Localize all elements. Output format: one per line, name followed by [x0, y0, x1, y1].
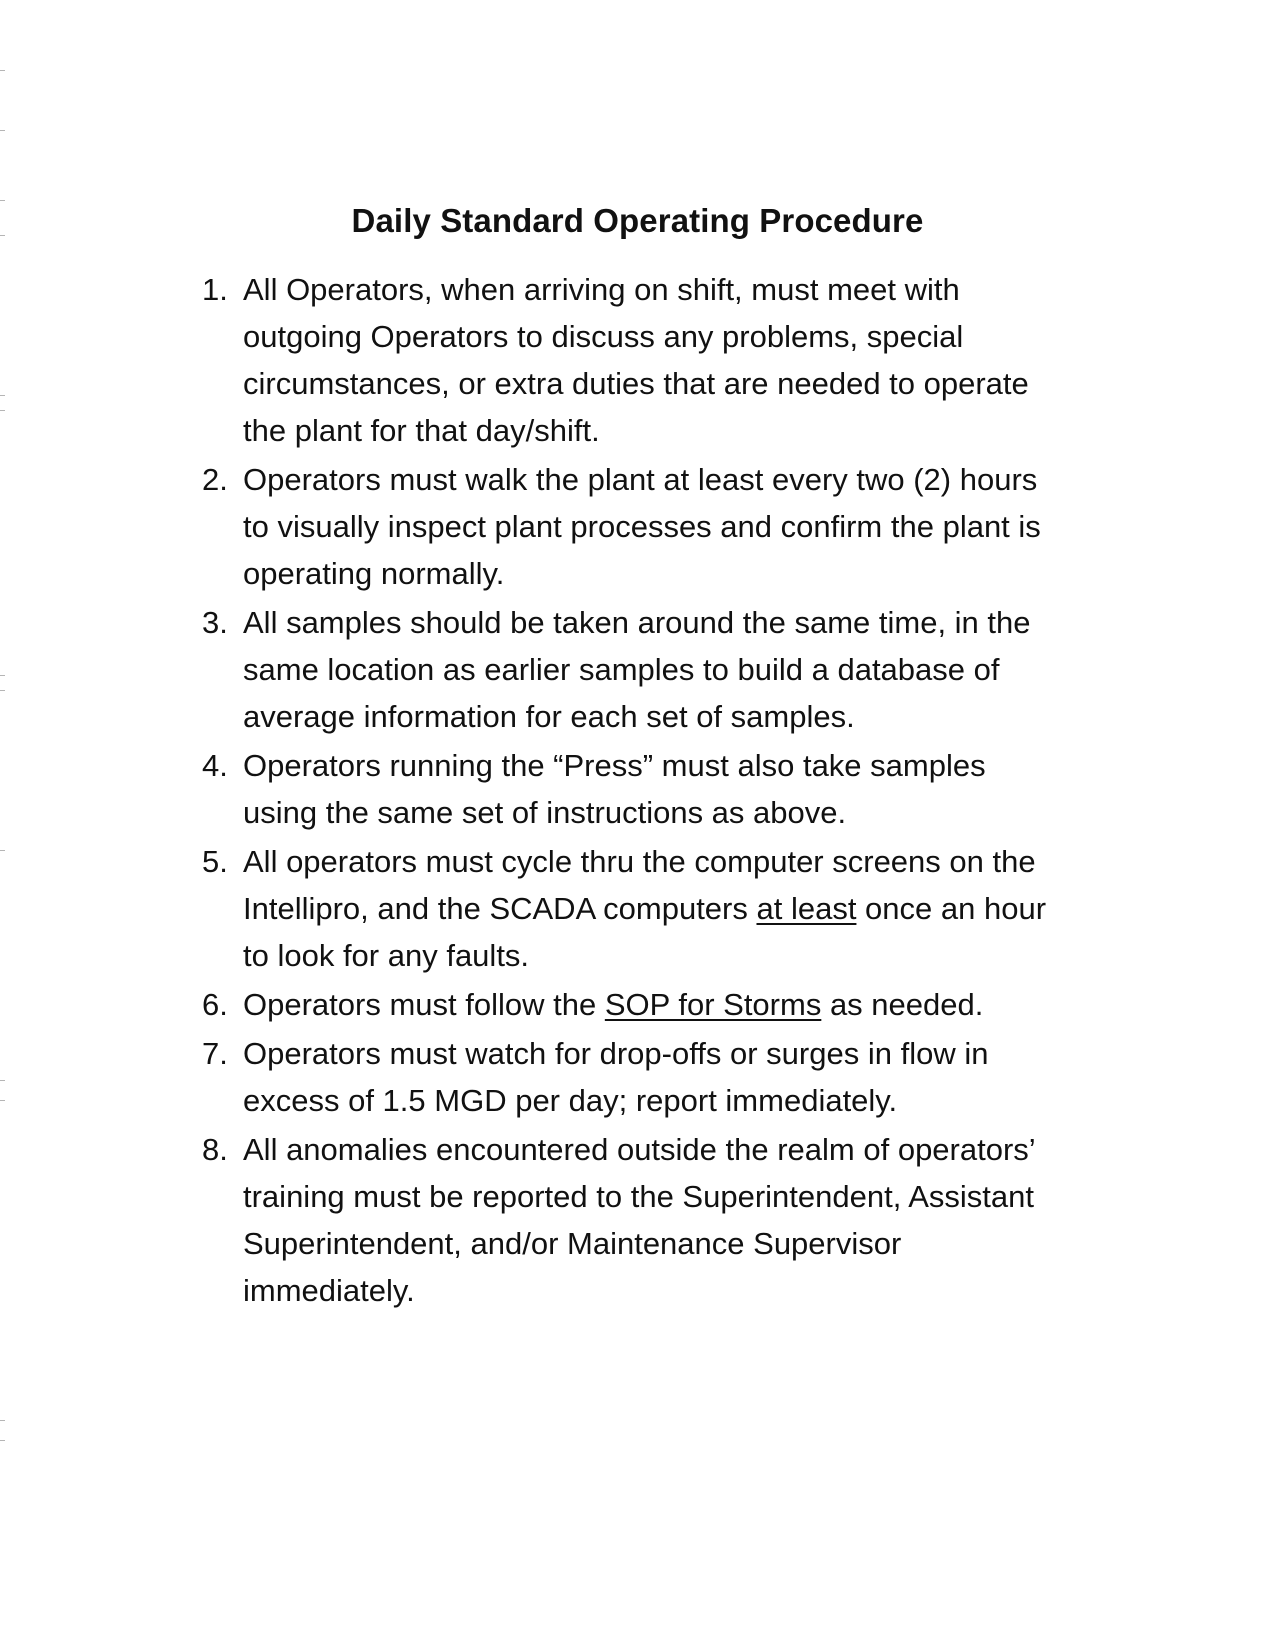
item-text-line: [243, 693, 1102, 740]
procedure-item: [202, 266, 1102, 454]
document-title: Daily Standard Operating Procedure: [351, 202, 924, 239]
text-run: All Operators, when arriving on shift, must meet with: [243, 272, 960, 307]
text-run: the plant for that day/shift.: [243, 413, 600, 448]
scan-mark: [0, 1100, 5, 1101]
procedure-item: [202, 742, 1102, 836]
text-run: once an hour: [856, 891, 1047, 926]
item-text-line: [243, 456, 1102, 503]
item-text-line: [243, 885, 1102, 932]
item-number: 3.: [202, 605, 228, 640]
scan-mark: [0, 1420, 5, 1421]
text-run: to look for any faults.: [243, 938, 530, 973]
text-run: Operators must follow the: [243, 987, 605, 1022]
procedure-item: [202, 981, 1102, 1028]
item-text-line: [243, 981, 1102, 1028]
text-run: circumstances, or extra duties that are needed to operate: [243, 366, 1029, 401]
item-number: 7.: [202, 1036, 228, 1071]
item-text-line: [243, 1267, 1102, 1314]
text-run: Superintendent, and/or Maintenance Supervisor: [243, 1226, 902, 1261]
item-text-line: [243, 407, 1102, 454]
text-run: operating normally.: [243, 556, 505, 591]
underlined-text: at least: [756, 891, 857, 926]
procedure-item: [202, 838, 1102, 979]
item-text-line: [243, 599, 1102, 646]
underlined-text: SOP for Storms: [604, 987, 822, 1022]
text-run: outgoing Operators to discuss any problems, special: [243, 319, 964, 354]
procedure-item: [202, 1126, 1102, 1314]
scan-mark: [0, 850, 5, 851]
item-text-line: [243, 550, 1102, 597]
text-run: same location as earlier samples to build a database of: [243, 652, 1000, 687]
text-run: Operators must walk the plant at least every two (2) hours: [243, 462, 1038, 497]
text-run: Intellipro, and the SCADA computers: [243, 891, 757, 926]
item-text-line: [243, 1030, 1102, 1077]
scan-mark: [0, 675, 5, 676]
text-run: Operators running the “Press” must also take samples: [243, 748, 986, 783]
item-text-line: [243, 646, 1102, 693]
item-text-line: [243, 266, 1102, 313]
item-number: 1.: [202, 272, 228, 307]
scan-mark: [0, 395, 5, 396]
item-number: 4.: [202, 748, 228, 783]
item-text-line: [243, 1220, 1102, 1267]
item-text-line: [243, 313, 1102, 360]
text-run: using the same set of instructions as above.: [243, 795, 847, 830]
text-run: excess of 1.5 MGD per day; report immediately.: [243, 1083, 898, 1118]
procedure-item: [202, 1030, 1102, 1124]
item-text-line: [243, 503, 1102, 550]
scan-mark: [0, 690, 5, 691]
item-text-line: [243, 1126, 1102, 1173]
item-number: 8.: [202, 1132, 228, 1167]
item-text-line: [243, 838, 1102, 885]
item-number: 2.: [202, 462, 228, 497]
item-text-line: [243, 360, 1102, 407]
procedure-item: [202, 599, 1102, 740]
item-text-line: [243, 742, 1102, 789]
item-number: 5.: [202, 844, 228, 879]
procedure-list: [202, 266, 1102, 1316]
text-run: training must be reported to the Superintendent, Assistant: [243, 1179, 1034, 1214]
scan-mark: [0, 1440, 5, 1441]
scan-mark: [0, 410, 5, 411]
scan-mark: [0, 70, 5, 71]
item-text-line: [243, 1173, 1102, 1220]
text-run: Operators must watch for drop-offs or surges in flow in: [243, 1036, 989, 1071]
text-run: All operators must cycle thru the computer screens on the: [243, 844, 1036, 879]
text-run: average information for each set of samples.: [243, 699, 855, 734]
procedure-item: [202, 456, 1102, 597]
text-run: immediately.: [243, 1273, 415, 1308]
item-text-line: [243, 1077, 1102, 1124]
scan-edge-marks: [0, 0, 6, 1651]
text-run: to visually inspect plant processes and confirm the plant is: [243, 509, 1041, 544]
item-number: 6.: [202, 987, 228, 1022]
item-text-line: [243, 932, 1102, 979]
item-text-line: [243, 789, 1102, 836]
text-run: as needed.: [821, 987, 984, 1022]
scan-mark: [0, 1080, 5, 1081]
text-run: All anomalies encountered outside the realm of operators’: [243, 1132, 1036, 1167]
scan-mark: [0, 130, 5, 131]
text-run: All samples should be taken around the same time, in the: [243, 605, 1031, 640]
scan-mark: [0, 200, 5, 201]
